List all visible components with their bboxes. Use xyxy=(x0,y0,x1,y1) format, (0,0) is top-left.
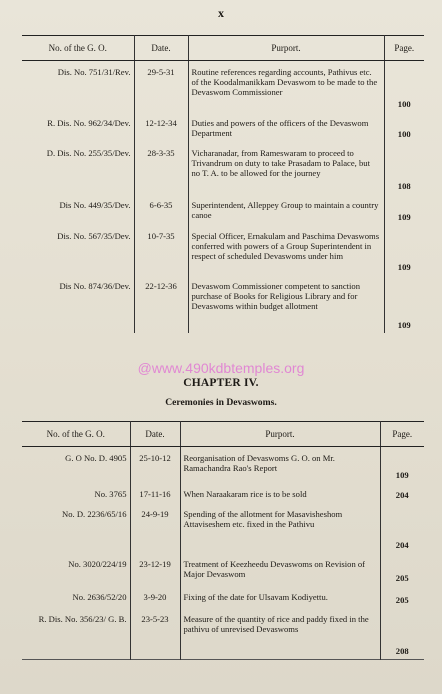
go-number: Dis. No. 751/31/Rev. xyxy=(22,61,134,112)
table-row xyxy=(22,447,424,483)
table-row xyxy=(22,275,424,333)
go-purport: Devaswom Commissioner competent to sanction purchase of Books for Religious Library and for Devaswoms within budget allotment xyxy=(188,275,384,333)
go-number: R. Dis. No. 356/23/ G. B. xyxy=(22,608,130,660)
go-date: 10-7-35 xyxy=(134,225,188,275)
go-table-2 xyxy=(22,421,424,660)
go-number: Dis. No. 567/35/Dev. xyxy=(22,225,134,275)
go-number: R. Dis. No. 962/34/Dev. xyxy=(22,112,134,142)
chapter-heading: CHAPTER IV. xyxy=(183,377,259,389)
go-page: 108 xyxy=(397,180,411,191)
go-page: 100 xyxy=(397,98,411,109)
go-number: No. 3020/224/19 xyxy=(22,553,130,586)
table-header-row xyxy=(22,422,424,447)
go-purport: Reorganisation of Devaswoms G. O. on Mr. Ramachandra Rao's Report xyxy=(180,447,380,483)
go-number: Dis No. 874/36/Dev. xyxy=(22,275,134,333)
go-page: 208 xyxy=(395,646,409,656)
go-number: Dis No. 449/35/Dev. xyxy=(22,194,134,225)
go-number: No. 3765 xyxy=(22,483,130,503)
go-page: 109 xyxy=(397,319,411,330)
go-page: 205 xyxy=(395,594,409,605)
go-table-1 xyxy=(22,35,424,333)
go-date: 24-9-19 xyxy=(130,503,180,553)
header-page: Page. xyxy=(380,422,424,447)
go-date: 25-10-12 xyxy=(130,447,180,483)
go-purport: Duties and powers of the officers of the Devaswom Department xyxy=(188,112,384,142)
go-date: 17-11-16 xyxy=(130,483,180,503)
header-go: No. of the G. O. xyxy=(22,36,134,61)
go-page: 204 xyxy=(395,539,409,550)
go-page: 109 xyxy=(395,469,409,480)
go-date: 22-12-36 xyxy=(134,275,188,333)
go-date: 3-9-20 xyxy=(130,586,180,608)
table-row xyxy=(22,194,424,225)
go-number: No. D. 2236/65/16 xyxy=(22,503,130,553)
watermark: @www.490kdbtemples.org xyxy=(137,360,305,376)
header-go: No. of the G. O. xyxy=(22,422,130,447)
header-purport: Purport. xyxy=(180,422,380,447)
header-page: Page. xyxy=(384,36,424,61)
go-purport: Measure of the quantity of rice and paddy fixed in the pathivu of unrevised Devaswoms xyxy=(180,608,380,660)
go-date: 23-5-23 xyxy=(130,608,180,660)
table-row xyxy=(22,553,424,586)
go-page: 205 xyxy=(395,572,409,583)
go-date: 12-12-34 xyxy=(134,112,188,142)
go-number: D. Dis. No. 255/35/Dev. xyxy=(22,142,134,194)
header-date: Date. xyxy=(130,422,180,447)
page-number: x xyxy=(218,6,224,20)
go-purport: When Naraakaram rice is to be sold xyxy=(180,483,380,503)
go-purport: Fixing of the date for Ulsavam Kodiyettu. xyxy=(180,586,380,608)
go-purport: Routine references regarding accounts, Pathivus etc. of the Koodalmanikkam Devaswom to be made to the Devaswom Commissioner xyxy=(188,61,384,112)
go-purport: Vicharanadar, from Rameswaram to proceed to Trivandrum on duty to take Prasadam to Palace, but no T. A. to be allowed for the journey xyxy=(188,142,384,194)
go-page: 109 xyxy=(397,211,411,222)
go-number: G. O No. D. 4905 xyxy=(22,447,130,483)
table-row xyxy=(22,61,424,112)
header-date: Date. xyxy=(134,36,188,61)
go-date: 29-5-31 xyxy=(134,61,188,112)
table-row xyxy=(22,483,424,503)
table-row xyxy=(22,586,424,608)
table-row xyxy=(22,503,424,553)
go-page: 109 xyxy=(397,261,411,272)
go-page: 100 xyxy=(397,128,411,139)
go-date: 28-3-35 xyxy=(134,142,188,194)
table-row xyxy=(22,112,424,142)
go-date: 6-6-35 xyxy=(134,194,188,225)
go-page: 204 xyxy=(395,489,409,500)
go-number: No. 2636/52/20 xyxy=(22,586,130,608)
table-row xyxy=(22,142,424,194)
header-purport: Purport. xyxy=(188,36,384,61)
go-purport: Spending of the allotment for Masavisheshom Attaviseshem etc. fixed in the Pathivu xyxy=(180,503,380,553)
table-header-row xyxy=(22,36,424,61)
go-purport: Treatment of Keezheedu Devaswoms on Revision of Major Devaswom xyxy=(180,553,380,586)
table-row xyxy=(22,225,424,275)
chapter-title: Ceremonies in Devaswoms. xyxy=(165,397,277,408)
go-purport: Special Officer, Ernakulam and Paschima Devaswoms conferred with powers of a Group Superintendent in respect of scheduled Devaswoms under him xyxy=(188,225,384,275)
table-row xyxy=(22,608,424,660)
go-purport: Superintendent, Alleppey Group to maintain a country canoe xyxy=(188,194,384,225)
go-date: 23-12-19 xyxy=(130,553,180,586)
